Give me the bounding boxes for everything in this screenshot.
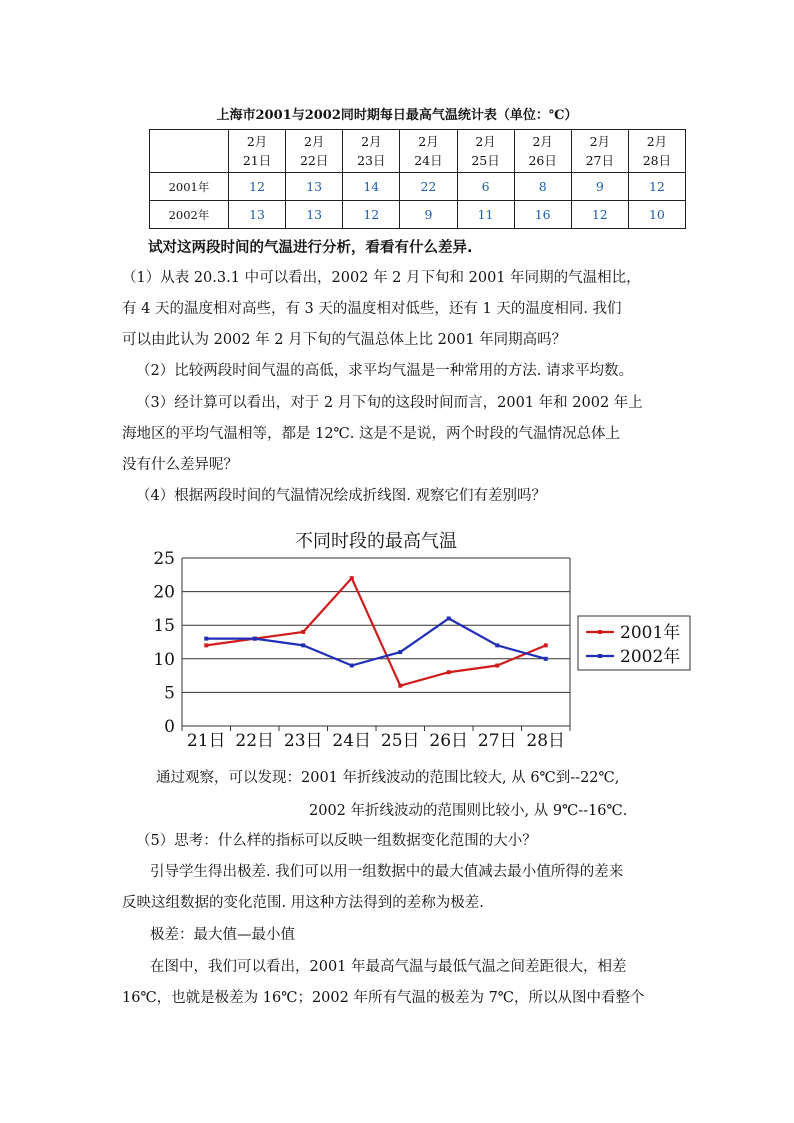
row-label: 2001年 [150,173,229,201]
x-tick-label: 24日 [332,731,372,751]
conclusion-line-2: 16℃，也就是极差为 16℃；2002 年所有气温的极差为 7℃，所以从图中看整个 [122,990,645,1006]
data-point [253,637,257,641]
guide-line-2: 反映这组数据的变化范围. 用这种方法得到的差称为极差. [122,895,484,911]
table-cell: 22 [400,173,457,201]
table-cell: 12 [571,201,628,229]
conclusion-line-1: 在图中，我们可以看出，2001 年最高气温与最低气温之间差距很大，相差 [150,959,627,975]
header-cell: 2月 22日 [286,130,343,173]
observation-line-1: 通过观察，可以发现：2001 年折线波动的范围比较大, 从 6℃到--22℃, [156,770,620,786]
table-header-row [150,130,686,173]
header-cell: 2月 21日 [229,130,286,173]
table-cell: 14 [343,173,400,201]
question-3-line-3: 没有什么差异呢？ [122,457,238,473]
data-point [398,650,402,654]
question-2: （2）比较两段时间气温的高低，求平均气温是一种常用的方法. 请求平均数。 [136,363,633,379]
table-cell: 13 [286,201,343,229]
corner-cell [150,130,229,173]
data-point [350,576,354,580]
table-cell: 10 [628,201,685,229]
question-3-line-1: （3）经计算可以看出，对于 2 月下旬的这段时间而言，2001 年和 2002 年上 [136,395,643,411]
row-label: 2002年 [150,201,229,229]
x-tick-label: 28日 [526,731,566,751]
prompt-text: 试对这两段时间的气温进行分析，看看有什么差异. [148,240,473,256]
data-point [544,643,548,647]
data-point [447,616,451,620]
header-cell: 2月 23日 [343,130,400,173]
question-1-line-3: 可以由此认为 2002 年 2 月下旬的气温总体上比 2001 年同期高吗？ [122,332,567,348]
legend-marker [598,630,602,634]
x-tick-label: 26日 [429,731,469,751]
table-cell: 12 [343,201,400,229]
observation-line-2: 2002 年折线波动的范围则比较小, 从 9℃--16℃. [309,803,628,819]
data-point [544,657,548,661]
question-1-line-2: 有 4 天的温度相对高些，有 3 天的温度相对低些，还有 1 天的温度相同. 我们 [122,301,622,317]
y-tick-label: 15 [153,616,175,637]
data-point [204,637,208,641]
legend-label: 2002年 [620,647,681,667]
y-tick-label: 5 [164,683,175,704]
table-row [150,201,686,229]
table-cell: 12 [229,173,286,201]
x-tick-label: 25日 [380,731,420,751]
header-cell: 2月 25日 [457,130,514,173]
table-cell: 11 [457,201,514,229]
x-tick-label: 23日 [283,731,323,751]
question-1-line-1: （1）从表 20.3.1 中可以看出，2002 年 2 月下旬和 2001 年同期的气温相比， [122,270,641,286]
legend-marker [598,654,602,658]
data-point [495,664,499,668]
header-cell: 2月 26日 [514,130,571,173]
series-line-1 [206,578,546,686]
table-cell: 8 [514,173,571,201]
table-cell: 16 [514,201,571,229]
table-cell: 12 [628,173,685,201]
table-cell: 9 [400,201,457,229]
table-cell: 13 [229,201,286,229]
guide-line-1: 引导学生得出极差. 我们可以用一组数据中的最大值减去最小值所得的差来 [150,864,624,880]
table-cell: 6 [457,173,514,201]
y-tick-label: 10 [153,649,175,670]
data-point [398,684,402,688]
table-caption: 上海市2001与2002同时期每日最高气温统计表（单位：℃） [216,108,578,123]
header-cell: 2月 24日 [400,130,457,173]
range-definition: 极差：最大值—最小值 [150,927,295,943]
question-4: （4）根据两段时间的气温情况绘成折线图. 观察它们有差别吗？ [136,488,546,504]
line-chart [140,526,700,758]
x-tick-label: 22日 [235,731,275,751]
header-cell: 2月 28日 [628,130,685,173]
legend-label: 2001年 [620,623,681,643]
table-cell: 9 [571,173,628,201]
table-row [150,173,686,201]
x-tick-label: 21日 [186,731,226,751]
y-tick-label: 0 [164,717,175,737]
data-point [204,643,208,647]
question-3-line-2: 海地区的平均气温相等，都是 12℃. 这是不是说，两个时段的气温情况总体上 [122,426,620,442]
table-cell: 13 [286,173,343,201]
y-tick-label: 25 [153,549,175,569]
data-point [301,630,305,634]
x-tick-label: 27日 [477,731,517,751]
header-cell: 2月 27日 [571,130,628,173]
data-point [447,670,451,674]
temperature-table [149,129,686,229]
data-point [495,643,499,647]
data-point [350,664,354,668]
y-tick-label: 20 [153,582,175,603]
question-5: （5）思考：什么样的指标可以反映一组数据变化范围的大小？ [136,833,537,849]
chart-title: 不同时段的最高气温 [295,531,457,552]
data-point [301,643,305,647]
